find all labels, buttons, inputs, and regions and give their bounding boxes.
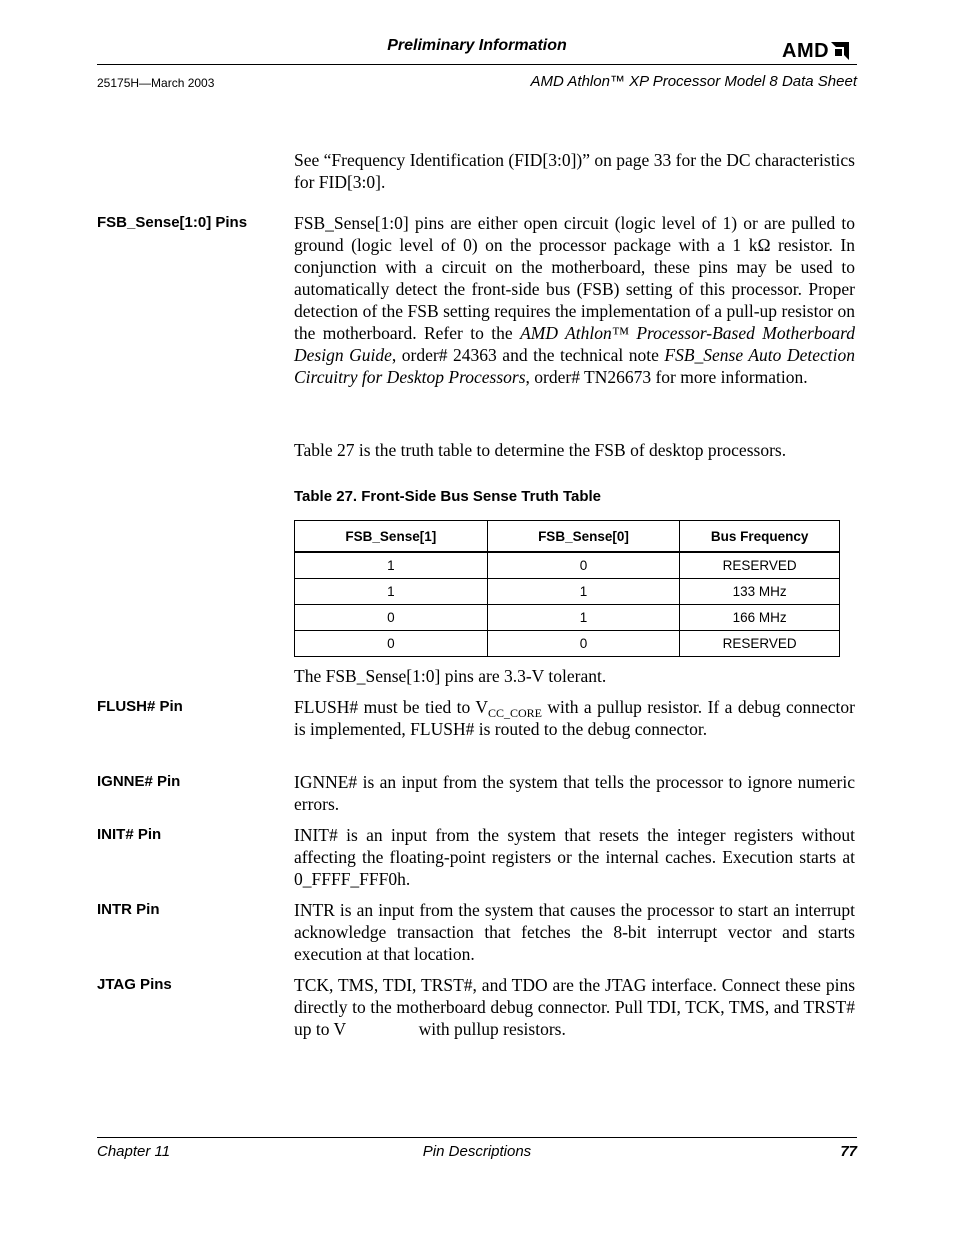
flush-text-b: with a pullup resistor. If a debug connector is implemented, FLUSH# is routed to the debug connector. (294, 697, 855, 739)
header-rule (97, 64, 857, 65)
fsb-sense-text-c: , order# TN26673 for more information. (525, 367, 808, 387)
intr-heading: INTR Pin (97, 901, 160, 918)
table-cell: 0 (487, 631, 680, 657)
amd-logo (782, 40, 849, 62)
technical-note-title: FSB_Sense Auto Detection Circuitry for Desktop Processors (294, 345, 855, 387)
init-paragraph: INIT# is an input from the system that resets the integer registers without affecting the floating-point registers or the internal caches. Execution starts at 0_FFFF_FFF0h. (294, 825, 855, 889)
jtag-heading: JTAG Pins (97, 976, 172, 993)
table-cell: 1 (295, 579, 488, 605)
table-cell: 0 (487, 552, 680, 579)
fsb-sense-text-b: , order# 24363 and the technical note (391, 345, 665, 365)
table-cell: 1 (295, 552, 488, 579)
init-heading: INIT# Pin (97, 826, 162, 843)
table-cell: 166 MHz (680, 605, 840, 631)
intr-paragraph: INTR is an input from the system that causes the processor to start an interrupt acknowledge transaction that fetches the 8-bit interrupt vector and starts execution at that location. (294, 900, 855, 964)
table-cell: 0 (295, 631, 488, 657)
footer-chapter: Chapter 11 (97, 1143, 171, 1160)
truth-table-intro: Table 27 is the truth table to determine the FSB of desktop processors. (294, 440, 787, 460)
vcc-core-subscript: CC_CORE (487, 706, 542, 720)
flush-text-a: FLUSH# must be tied to V (294, 697, 488, 717)
table-row (295, 552, 840, 579)
column-header: FSB_Sense[1] (295, 521, 488, 553)
column-header: Bus Frequency (680, 521, 840, 553)
table-cell: RESERVED (680, 552, 840, 579)
fsb-sense-paragraph (294, 212, 855, 388)
fsb-sense-heading: FSB_Sense[1:0] Pins (97, 214, 248, 231)
flush-heading: FLUSH# Pin (97, 698, 183, 715)
flush-paragraph (294, 696, 855, 740)
table-row (295, 605, 840, 631)
header-title: Preliminary Information (387, 37, 567, 54)
jtag-paragraph (294, 974, 855, 1040)
footer-rule (97, 1137, 857, 1138)
table-cell: RESERVED (680, 631, 840, 657)
column-header: FSB_Sense[0] (487, 521, 680, 553)
tolerance-note: The FSB_Sense[1:0] pins are 3.3-V tolerant. (294, 666, 607, 686)
table-cell: 0 (295, 605, 488, 631)
fsb-sense-text-a: FSB_Sense[1:0] pins are either open circuit (logic level of 1) or are pulled to ground (logic level of 0) on the processor package with a 1 kΩ resistor. In conjunction with a circuit on the motherboard, these pins may be used to automatically detect the front-side bus (FSB) setting of this processor. Proper detection of the FSB setting requires the implementation of a pull-up resistor on the motherboard. Refer to the (294, 213, 855, 343)
ignne-paragraph: IGNNE# is an input from the system that tells the processor to ignore numeric errors. (294, 772, 855, 814)
amd-logo-text: AMD (782, 39, 830, 62)
table-row (295, 631, 840, 657)
table-caption: Table 27. Front-Side Bus Sense Truth Table (294, 488, 602, 505)
table-row (295, 579, 840, 605)
fsb-truth-table (294, 520, 840, 657)
jtag-text-a: TCK, TMS, TDI, TRST#, and TDO are the JTAG interface. Connect these pins directly to the motherboard debug connector. Pull TDI, TCK, TMS, and TRST# up to V (294, 975, 855, 1039)
table-cell: 1 (487, 605, 680, 631)
page-number: 77 (840, 1143, 857, 1160)
table-cell: 133 MHz (680, 579, 840, 605)
jtag-text-b: with pullup resistors. (414, 1019, 566, 1039)
table-cell: 1 (487, 579, 680, 605)
footer-section: Pin Descriptions (422, 1143, 532, 1160)
doc-id: 25175H—March 2003 (97, 76, 215, 90)
amd-arrow-icon (831, 42, 849, 60)
motherboard-guide-title: AMD Athlon™ Processor-Based Motherboard Design Guide (294, 323, 855, 365)
table-header-row (295, 521, 840, 553)
intro-paragraph: See “Frequency Identification (FID[3:0])” on page 33 for the DC characteristics for FID[3:0]. (294, 150, 855, 192)
ignne-heading: IGNNE# Pin (97, 773, 181, 790)
doc-title: AMD Athlon™ XP Processor Model 8 Data Sheet (530, 73, 857, 90)
